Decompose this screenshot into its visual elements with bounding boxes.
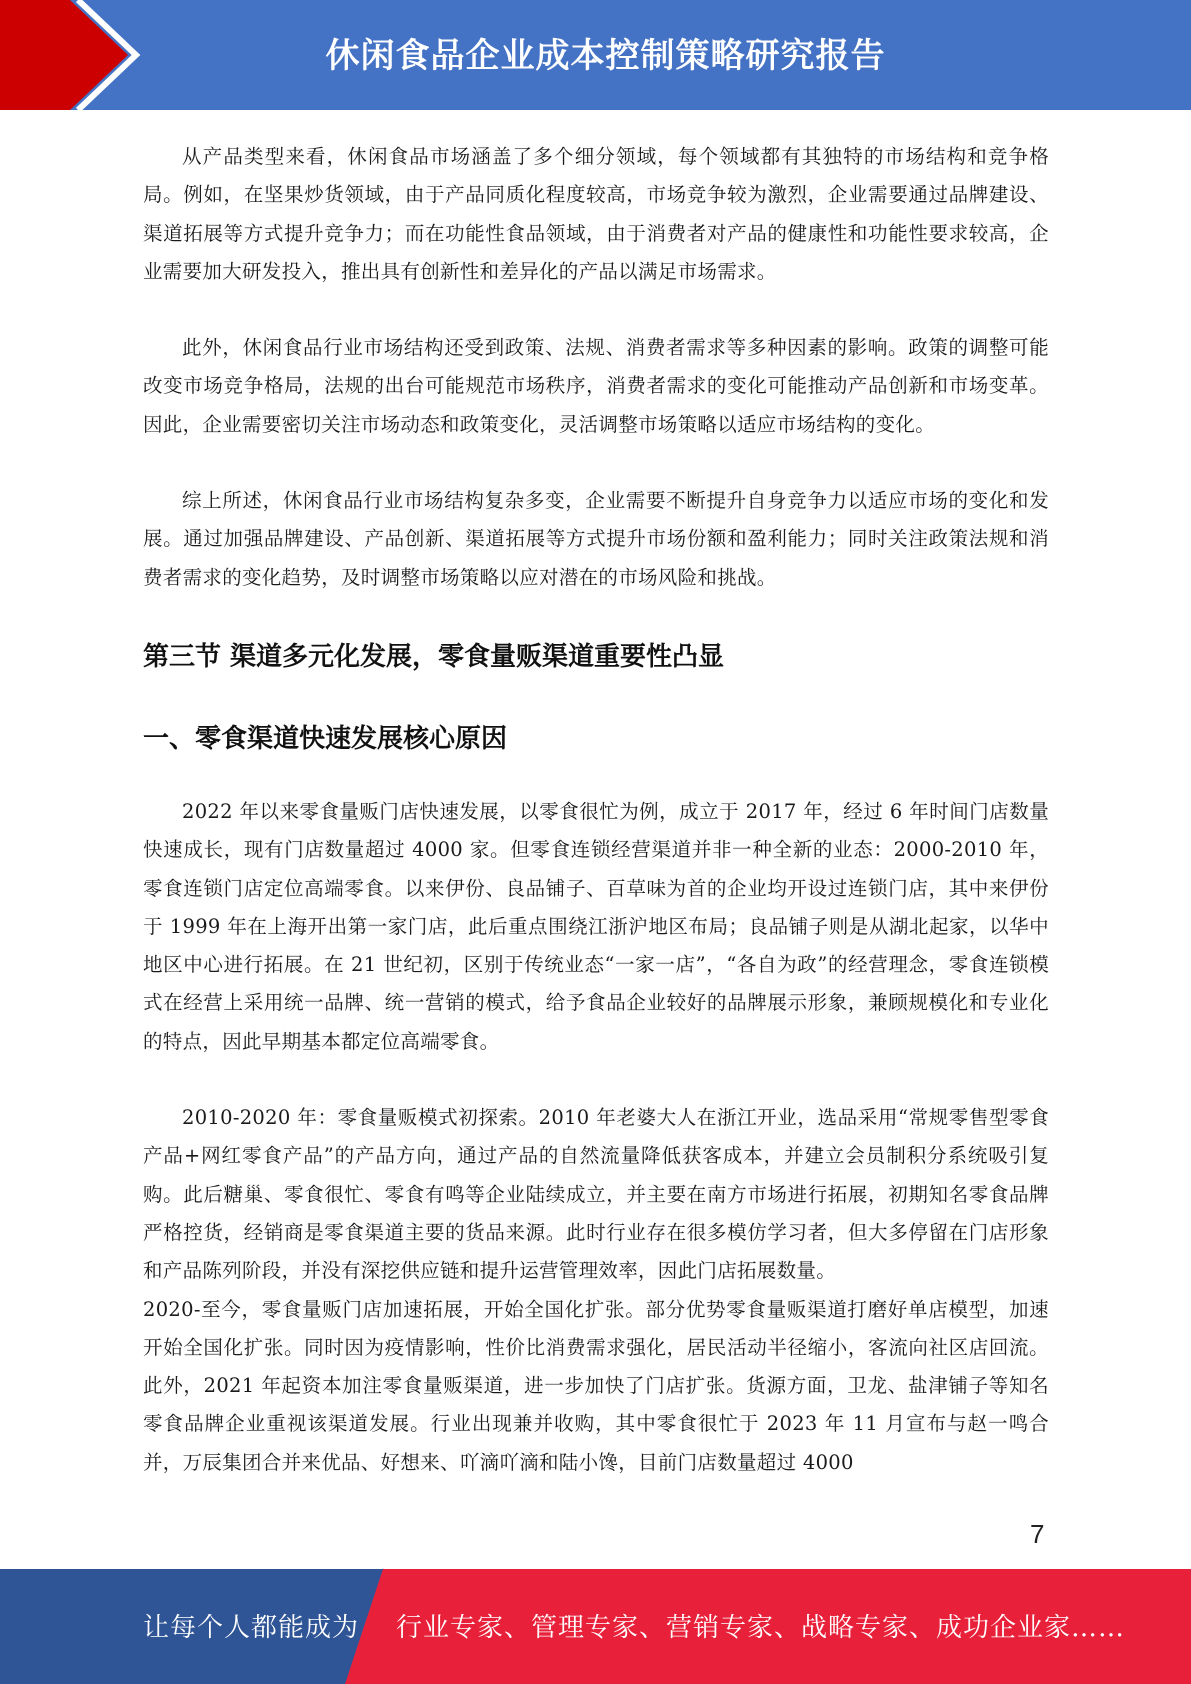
- page-number: 7: [1030, 1519, 1045, 1549]
- footer-slogan-left: 让每个人都能成为: [143, 1613, 360, 1643]
- page-content: [143, 138, 1049, 1482]
- paragraph: 从产品类型来看，休闲食品市场涵盖了多个细分领域，每个领域都有其独特的市场结构和竞争格局。例如，在坚果炒货领域，由于产品同质化程度较高，市场竞争较为激烈，企业需要通过品牌建设、渠道拓展等方式提升竞争力；而在功能性食品领域，由于消费者对产品的健康性和功能性要求较高，企业需要加大研发投入，推出具有创新性和差异化的产品以满足市场需求。: [143, 145, 1049, 283]
- paragraph: 2022 年以来零食量贩门店快速发展，以零食很忙为例，成立于 2017 年，经过 6 年时间门店数量快速成长，现有门店数量超过 4000 家。但零食连锁经营渠道并非一种全新的业态：2000-2010 年，零食连锁门店定位高端零食。以来伊份、良品铺子、百草味为首的企业均开设过连锁门店，其中来伊份于 1999 年在上海开出第一家门店，此后重点围绕江浙沪地区布局；良品铺子则是从湖北起家，以华中地区中心进行拓展。在 21 世纪初，区别于传统业态“一家一店”，“各自为政”的经营理念，零食连锁模式在经营上采用统一品牌、统一营销的模式，给予食品企业较好的品牌展示形象，兼顾规模化和专业化的特点，因此早期基本都定位高端零食。: [143, 799, 1049, 1053]
- paragraph: 综上所述，休闲食品行业市场结构复杂多变，企业需要不断提升自身竞争力以适应市场的变化和发展。通过加强品牌建设、产品创新、渠道拓展等方式提升市场份额和盈利能力；同时关注政策法规和消费者需求的变化趋势，及时调整市场策略以应对潜在的市场风险和挑战。: [143, 489, 1049, 589]
- page-header: [0, 0, 1191, 110]
- report-title: 休闲食品企业成本控制策略研究报告: [325, 36, 886, 76]
- section-heading: 第三节 渠道多元化发展，零食量贩渠道重要性凸显: [143, 641, 725, 672]
- page-footer: [0, 1569, 1191, 1684]
- footer-slogan-right: 行业专家、管理专家、营销专家、战略专家、成功企业家……: [396, 1613, 1126, 1643]
- subsection-heading: 一、零食渠道快速发展核心原因: [143, 723, 508, 754]
- paragraph: 2010-2020 年：零食量贩模式初探索。2010 年老婆大人在浙江开业，选品采用“常规零售型零食产品+网红零食产品”的产品方向，通过产品的自然流量降低获客成本，并建立会员制积分系统吸引复购。此后糖巢、零食很忙、零食有鸣等企业陆续成立，并主要在南方市场进行拓展，初期知名零食品牌严格控货，经销商是零食渠道主要的货品来源。此时行业存在很多模仿学习者，但大多停留在门店形象和产品陈列阶段，并没有深挖供应链和提升运营管理效率，因此门店拓展数量。: [143, 1106, 1049, 1283]
- paragraph: 2020-至今，零食量贩门店加速拓展，开始全国化扩张。部分优势零食量贩渠道打磨好单店模型，加速开始全国化扩张。同时因为疫情影响，性价比消费需求强化，居民活动半径缩小，客流向社区店回流。此外，2021 年起资本加注零食量贩渠道，进一步加快了门店扩张。货源方面，卫龙、盐津铺子等知名零食品牌企业重视该渠道发展。行业出现兼并收购，其中零食很忙于 2023 年 11 月宣布与赵一鸣合并，万辰集团合并来优品、好想来、吖滴吖滴和陆小馋，目前门店数量超过 4000: [143, 1297, 1049, 1474]
- paragraph: 此外，休闲食品行业市场结构还受到政策、法规、消费者需求等多种因素的影响。政策的调整可能改变市场竞争格局，法规的出台可能规范市场秩序，消费者需求的变化可能推动产品创新和市场变革。因此，企业需要密切关注市场动态和政策变化，灵活调整市场策略以适应市场结构的变化。: [143, 336, 1049, 436]
